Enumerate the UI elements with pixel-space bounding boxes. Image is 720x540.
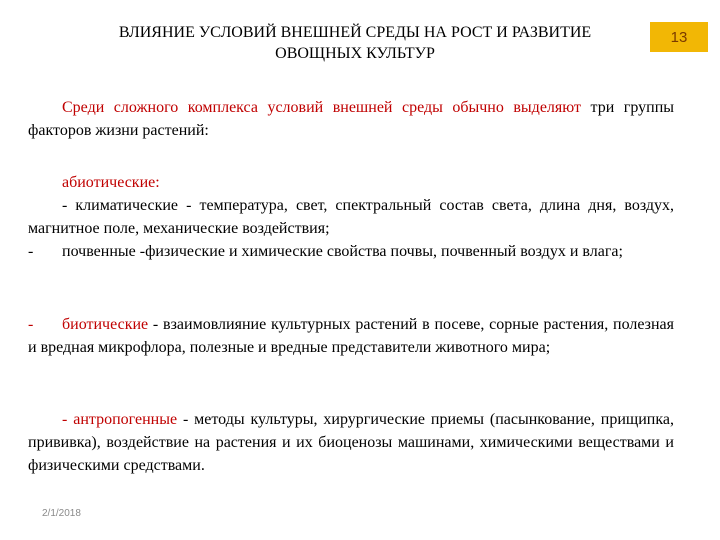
abiotic-soil-paragraph [28,240,674,263]
biotic-term: биотические [62,316,149,333]
biotic-dash: - [28,316,34,333]
page-number-badge: 13 [650,22,708,52]
abiotic-soil-text: почвенные -физические и химические свойства почвы, почвенный воздух и влага; [62,243,623,260]
anthropogenic-text: - методы культуры, хирургические приемы (пасынкование, прищипка, прививка), воздействие на растения и их биоценозы машинами, химическими веществами и физическими средствами. [28,411,675,474]
anthropogenic-dash: - [62,411,74,428]
abiotic-heading [28,171,674,194]
slide-title-line-1: ВЛИЯНИЕ УСЛОВИЙ ВНЕШНЕЙ СРЕДЫ НА РОСТ И РАЗВИТИЕ [118,24,592,41]
anthropogenic-paragraph [28,408,674,477]
slide-title-line-2: ОВОЩНЫХ КУЛЬТУР [275,45,435,62]
intro-text: три группы факторов жизни растений: [28,99,675,139]
slide-title [40,22,670,64]
slide-date: 2/1/2018 [42,508,81,519]
abiotic-climatic-text: - климатические - температура, свет, спектральный состав света, длина дня, воздух, магнитное поле, механические воздействия; [28,197,674,237]
intro-paragraph [28,96,674,142]
biotic-paragraph [28,313,674,359]
anthropogenic-term: антропогенные [73,411,178,428]
abiotic-term: абиотические: [62,174,160,191]
intro-red-text: Среди сложного комплекса условий внешней среды обычно выделяют [62,99,582,116]
soil-dash: - [28,243,34,260]
biotic-text: - взаимовлияние культурных растений в посеве, сорные растения, полезная и вредная микрофлора, полезные и вредные представители животного мира; [28,316,674,356]
abiotic-climatic-paragraph [28,194,674,240]
